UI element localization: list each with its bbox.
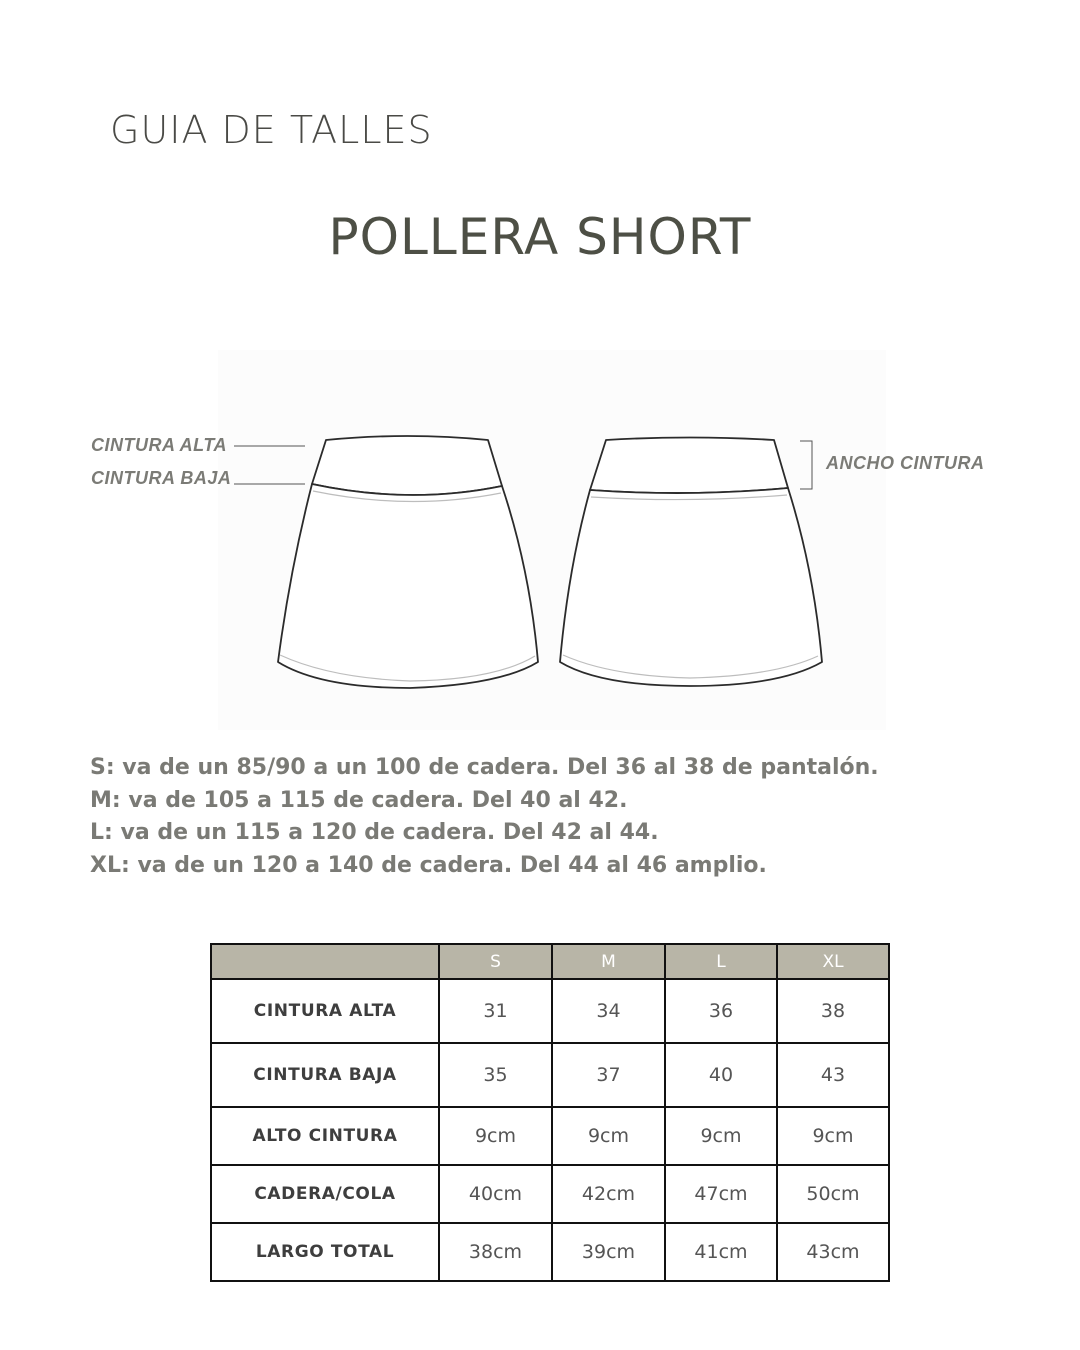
table-cell: 41cm	[665, 1223, 777, 1281]
row-label-cintura-alta: CINTURA ALTA	[211, 979, 439, 1043]
callout-cintura-baja: CINTURA BAJA	[91, 468, 232, 488]
table-cell: 9cm	[552, 1107, 665, 1165]
row-label-alto-cintura: ALTO CINTURA	[211, 1107, 439, 1165]
size-table	[210, 943, 890, 1282]
table-cell: 38cm	[439, 1223, 552, 1281]
size-note-m: M: va de 105 a 115 de cadera. Del 40 al 42.	[90, 787, 628, 813]
size-notes	[90, 752, 879, 882]
table-cell: 9cm	[665, 1107, 777, 1165]
table-row	[211, 979, 889, 1043]
table-cell: 39cm	[552, 1223, 665, 1281]
table-row	[211, 1165, 889, 1223]
ancho-cintura-bracket	[800, 441, 812, 489]
table-row	[211, 1107, 889, 1165]
table-row	[211, 1223, 889, 1281]
table-cell: 9cm	[777, 1107, 889, 1165]
callout-ancho-cintura: ANCHO CINTURA	[826, 453, 985, 473]
table-cell: 43cm	[777, 1223, 889, 1281]
table-cell: 38	[777, 979, 889, 1043]
product-title: POLLERA SHORT	[328, 208, 752, 266]
table-corner-cell	[211, 944, 439, 979]
table-cell: 37	[552, 1043, 665, 1107]
column-header-l: L	[665, 944, 777, 979]
table-cell: 47cm	[665, 1165, 777, 1223]
callout-cintura-alta: CINTURA ALTA	[91, 435, 227, 455]
guide-title: GUIA DE TALLES	[110, 108, 433, 152]
table-cell: 40	[665, 1043, 777, 1107]
table-cell: 50cm	[777, 1165, 889, 1223]
table-cell: 34	[552, 979, 665, 1043]
column-header-s: S	[439, 944, 552, 979]
size-note-xl: XL: va de un 120 a 140 de cadera. Del 44 al 46 amplio.	[90, 852, 767, 878]
skirt-front-illustration	[278, 436, 538, 688]
table-row	[211, 1043, 889, 1107]
row-label-cadera-cola: CADERA/COLA	[211, 1165, 439, 1223]
table-cell: 31	[439, 979, 552, 1043]
column-header-m: M	[552, 944, 665, 979]
size-note-l: L: va de un 115 a 120 de cadera. Del 42 al 44.	[90, 820, 659, 845]
size-note-s: S: va de un 85/90 a un 100 de cadera. Del 36 al 38 de pantalón.	[90, 755, 879, 780]
table-cell: 35	[439, 1043, 552, 1107]
table-cell: 40cm	[439, 1165, 552, 1223]
column-header-xl: XL	[777, 944, 889, 979]
table-cell: 9cm	[439, 1107, 552, 1165]
row-label-largo-total: LARGO TOTAL	[211, 1223, 439, 1281]
table-cell: 42cm	[552, 1165, 665, 1223]
table-cell: 43	[777, 1043, 889, 1107]
row-label-cintura-baja: CINTURA BAJA	[211, 1043, 439, 1107]
skirt-back-illustration	[560, 438, 822, 687]
table-cell: 36	[665, 979, 777, 1043]
table-header-row	[211, 944, 889, 979]
